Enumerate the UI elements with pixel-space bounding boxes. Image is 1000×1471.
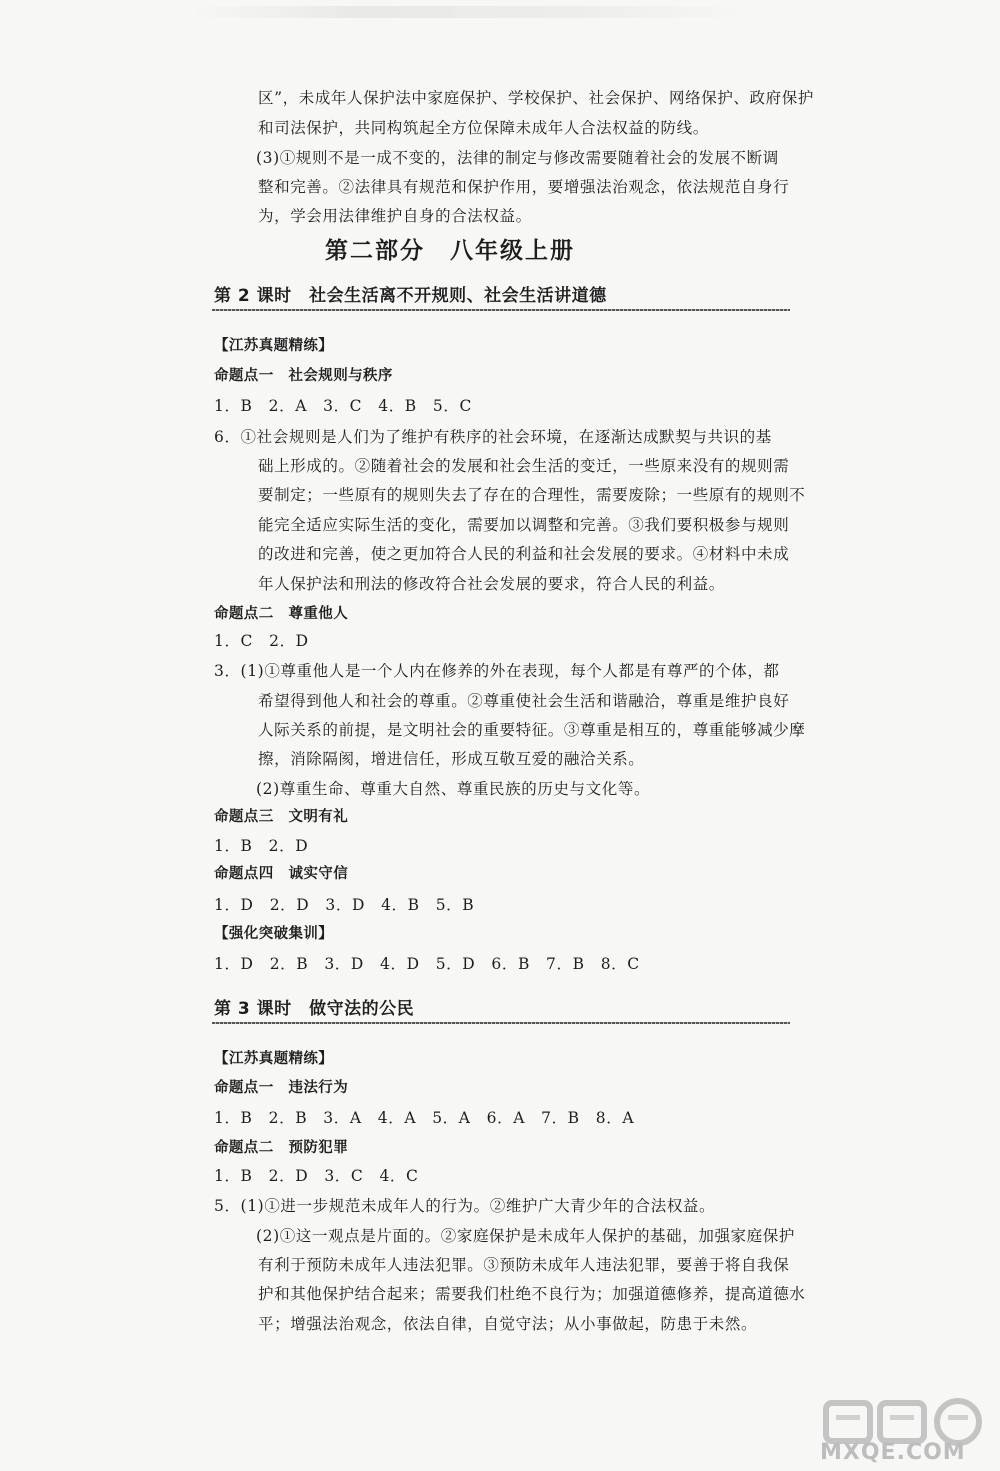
text-line: 3．(1)①尊重他人是一个人内在修养的外在表现，每个人都是有尊严的个体，都: [214, 662, 780, 680]
answer-line: 1．B 2．D: [214, 837, 309, 855]
text-line: 6．①社会规则是人们为了维护有秩序的社会环境，在逐渐达成默契与共识的基: [214, 428, 772, 446]
section-heading: 【江苏真题精练】: [214, 1051, 334, 1067]
watermark-text: MXQE.COM: [820, 1440, 966, 1465]
text-line: 础上形成的。②随着社会的发展和社会生活的变迁，一些原来没有的规则需: [258, 457, 790, 475]
text-line: 希望得到他人和社会的尊重。②尊重使社会生活和谐融洽，尊重是维护良好: [258, 692, 790, 710]
topic-heading: 命题点三 文明有礼: [214, 809, 349, 825]
text-line: 要制定；一些原有的规则失去了存在的合理性，需要废除；一些原有的规则不: [258, 486, 806, 504]
title-rule: [212, 1022, 790, 1024]
text-line: (2)尊重生命、尊重大自然、尊重民族的历史与文化等。: [256, 780, 651, 798]
answer-line: 1．C 2．D: [214, 632, 309, 650]
text-line: 的改进和完善，使之更加符合人民的利益和社会发展的要求。④材料中未成: [258, 545, 790, 563]
scan-smudge: [190, 6, 750, 18]
section-heading: 【强化突破集训】: [214, 926, 334, 942]
answer-line: 1．D 2．D 3．D 4．B 5．B: [214, 896, 475, 914]
text-line: 擦，消除隔阂，增进信任，形成互敬互爱的融洽关系。: [258, 750, 645, 768]
lesson-title: 第 3 课时 做守法的公民: [214, 999, 415, 1019]
title-rule: [212, 309, 790, 311]
text-line: (3)①规则不是一成不变的，法律的制定与修改需要随着社会的发展不断调: [256, 149, 779, 167]
answer-line: 1．B 2．A 3．C 4．B 5．C: [214, 397, 472, 415]
part-title: 第二部分 八年级上册: [325, 238, 575, 264]
topic-heading: 命题点四 诚实守信: [214, 866, 349, 882]
text-line: 有利于预防未成年人违法犯罪。③预防未成年人违法犯罪，要善于将自我保: [258, 1256, 790, 1274]
topic-heading: 命题点二 尊重他人: [214, 606, 349, 622]
answer-line: 1．B 2．B 3．A 4．A 5．A 6．A 7．B 8．A: [214, 1109, 635, 1127]
lesson-title: 第 2 课时 社会生活离不开规则、社会生活讲道德: [214, 286, 607, 306]
text-line: 年人保护法和刑法的修改符合社会发展的要求，符合人民的利益。: [258, 575, 725, 593]
topic-heading: 命题点一 违法行为: [214, 1080, 349, 1096]
text-line: 为，学会用法律维护自身的合法权益。: [258, 207, 532, 225]
topic-heading: 命题点一 社会规则与秩序: [214, 368, 393, 384]
text-line: 区”，未成年人保护法中家庭保护、学校保护、社会保护、网络保护、政府保护: [258, 89, 814, 107]
section-heading: 【江苏真题精练】: [214, 338, 334, 354]
answer-line: 1．B 2．D 3．C 4．C: [214, 1167, 419, 1185]
text-line: 和司法保护，共同构筑起全方位保障未成年人合法权益的防线。: [258, 119, 709, 137]
answer-line: 1．D 2．B 3．D 4．D 5．D 6．B 7．B 8．C: [214, 955, 640, 973]
topic-heading: 命题点二 预防犯罪: [214, 1140, 349, 1156]
text-line: 5．(1)①进一步规范未成年人的行为。②维护广大青少年的合法权益。: [214, 1197, 716, 1215]
text-line: 整和完善。②法律具有规范和保护作用，要增强法治观念，依法规范自身行: [258, 178, 790, 196]
text-line: 能完全适应实际生活的变化，需要加以调整和完善。③我们要积极参与规则: [258, 516, 790, 534]
text-line: (2)①这一观点是片面的。②家庭保护是未成年人保护的基础，加强家庭保护: [256, 1227, 795, 1245]
text-line: 护和其他保护结合起来；需要我们杜绝不良行为；加强道德修养，提高道德水: [258, 1285, 806, 1303]
text-line: 平；增强法治观念，依法自律，自觉守法；从小事做起，防患于未然。: [258, 1315, 758, 1333]
text-line: 人际关系的前提，是文明社会的重要特征。③尊重是相互的，尊重能够减少摩: [258, 721, 806, 739]
